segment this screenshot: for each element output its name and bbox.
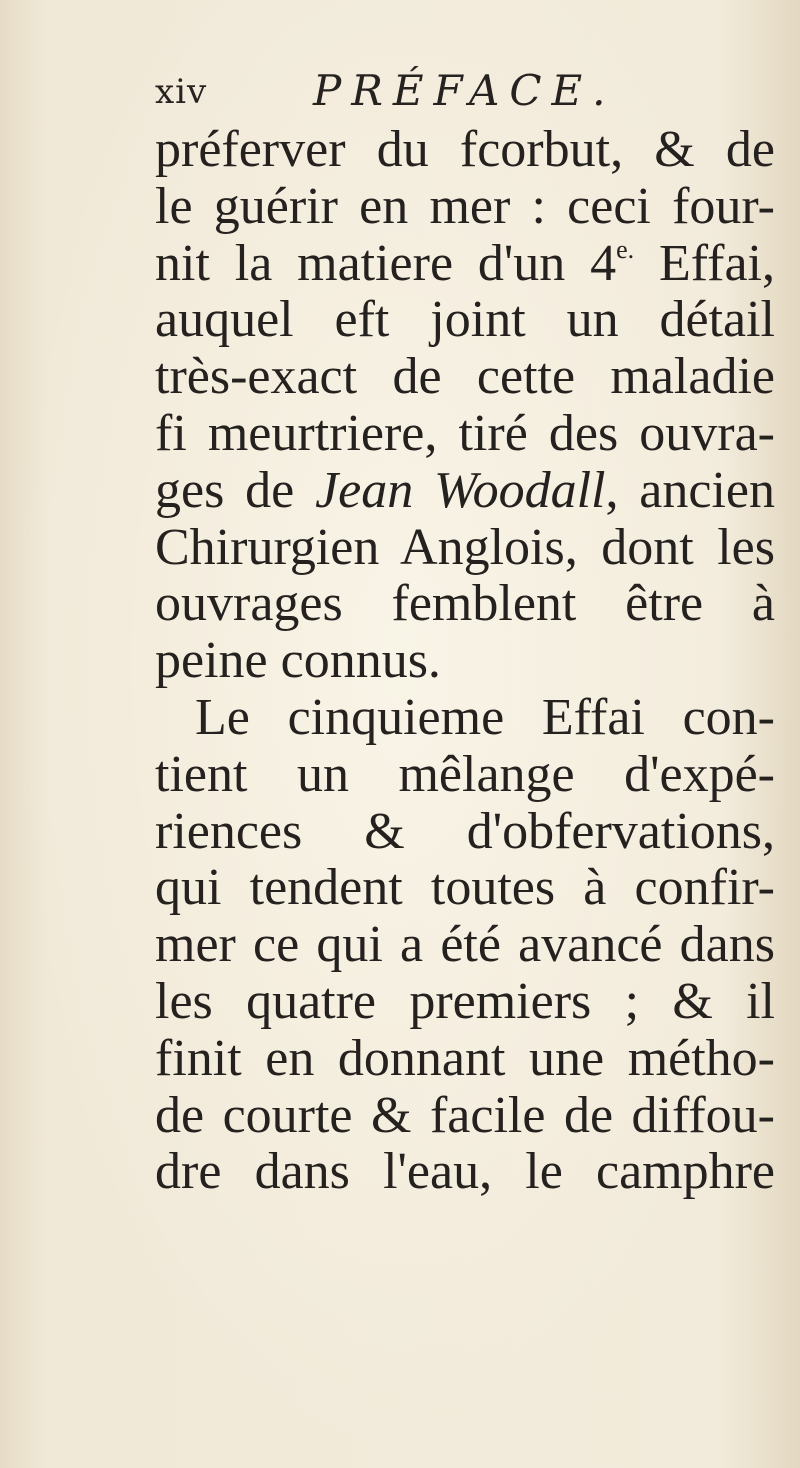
text-line-start: nit la matiere d'un 4	[155, 234, 617, 292]
author-name: Jean Woodall	[315, 461, 606, 519]
text-line-end: , ancien	[605, 461, 775, 519]
text-line	[155, 236, 775, 293]
text-line: peine connus.	[155, 632, 441, 690]
superscript: e.	[616, 234, 635, 264]
text-line: qui tendent toutes à confir-	[155, 859, 775, 917]
text-line: Chirurgien Anglois, dont les	[155, 518, 775, 576]
text-line: très-exact de cette maladie	[155, 348, 775, 406]
text-line: mer ce qui a été avancé dans	[155, 916, 775, 974]
text-line: dre dans l'eau, le camphre	[155, 1143, 775, 1201]
page-number: xiv	[155, 72, 208, 112]
body-text	[155, 122, 775, 1201]
text-line: tient un mêlange d'expé-	[155, 745, 775, 803]
text-line: fi meurtriere, tiré des ouvra-	[155, 404, 775, 462]
text-line: préferver du fcorbut, & de	[155, 121, 775, 178]
text-line: de courte & facile de diffou-	[155, 1086, 775, 1144]
running-head: PRÉFACE.	[313, 66, 616, 115]
text-line: le guérir en mer : ceci four-	[155, 177, 775, 235]
text-line-start: ges de	[155, 461, 295, 519]
text-line	[155, 463, 775, 520]
text-line: Le cinquieme Effai con-	[195, 688, 775, 746]
page-header	[155, 66, 775, 116]
text-line: les quatre premiers ; & il	[155, 972, 775, 1030]
text-line: ouvrages femblent être à	[155, 575, 775, 633]
text-line: riences & d'obfervations,	[155, 802, 775, 860]
text-line: finit en donnant une métho-	[155, 1029, 775, 1087]
text-line: auquel eft joint un détail	[155, 291, 775, 349]
text-line-end: Effai,	[634, 234, 775, 292]
